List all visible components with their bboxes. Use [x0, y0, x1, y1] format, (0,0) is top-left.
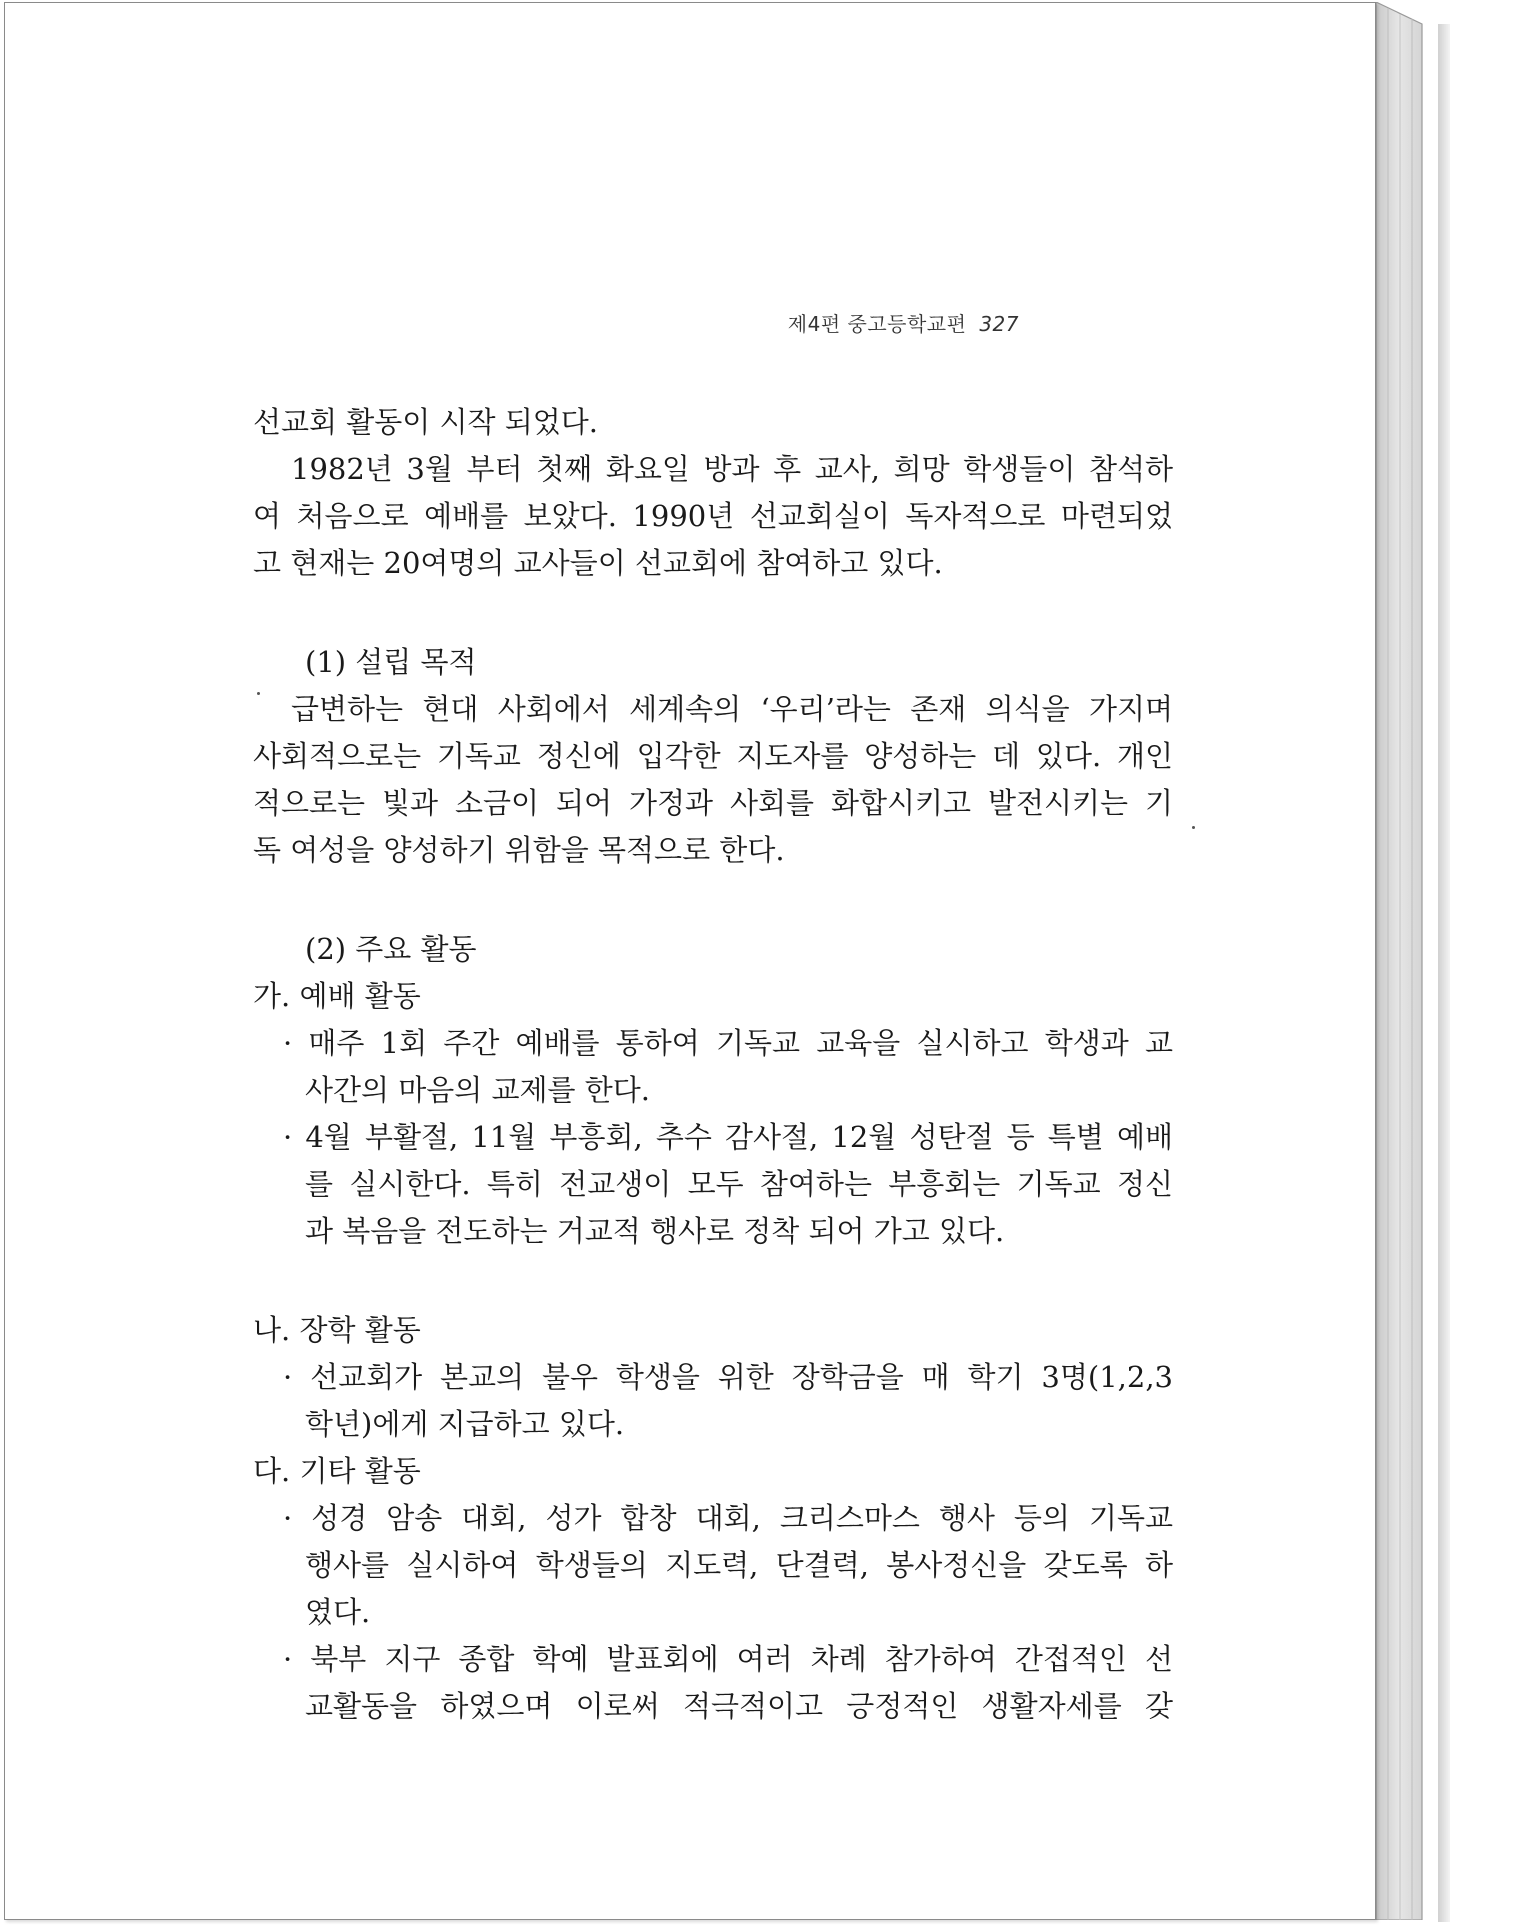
- section-title: 제4편 중고등학교편: [787, 312, 967, 336]
- bullet-line: 사간의 마음의 교제를 한다.: [305, 1073, 651, 1107]
- bullet-line: 였다.: [305, 1595, 371, 1629]
- bullet-line: · 4월 부활절, 11월 부흥회, 추수 감사절, 12월 성탄절 등 특별 예배: [283, 1120, 1173, 1154]
- book-page: [4, 2, 1376, 1920]
- paragraph-line: 여 처음으로 예배를 보았다. 1990년 선교회실이 독자적으로 마련되었: [253, 499, 1173, 533]
- paragraph-line: 급변하는 현대 사회에서 세계속의 ‘우리’라는 존재 의식을 가지며: [291, 692, 1173, 726]
- paragraph-line: 독 여성을 양성하기 위함을 목적으로 한다.: [253, 833, 785, 867]
- bullet-line: · 성경 암송 대회, 성가 합창 대회, 크리스마스 행사 등의 기독교: [283, 1501, 1173, 1535]
- page-stack-edge: [1376, 2, 1438, 1920]
- paragraph-gap: [253, 1255, 1173, 1307]
- bullet-line: 를 실시한다. 특히 전교생이 모두 참여하는 부흥회는 기독교 정신: [305, 1167, 1173, 1201]
- bullet-line: 학년)에게 지급하고 있다.: [305, 1407, 625, 1441]
- bullet-line: · 북부 지구 종합 학예 발표회에 여러 차례 참가하여 간접적인 선: [283, 1642, 1173, 1676]
- section-heading: (2) 주요 활동: [305, 932, 477, 966]
- bullet-line: 행사를 실시하여 학생들의 지도력, 단결력, 봉사정신을 갖도록 하: [305, 1548, 1173, 1582]
- paragraph-line: 선교회 활동이 시작 되었다.: [253, 405, 599, 439]
- book-shadow: [1438, 24, 1450, 1922]
- running-header: [788, 308, 1019, 337]
- paragraph-line: 고 현재는 20여명의 교사들이 선교회에 참여하고 있다.: [253, 546, 943, 580]
- page-number: 327: [979, 312, 1019, 336]
- bullet-line: · 선교회가 본교의 불우 학생을 위한 장학금을 매 학기 3명(1,2,3: [283, 1360, 1173, 1394]
- paragraph-line: 1982년 3월 부터 첫째 화요일 방과 후 교사, 희망 학생들이 참석하: [291, 452, 1173, 486]
- subsection-heading: 가. 예배 활동: [253, 979, 421, 1013]
- section-heading: (1) 설립 목적: [305, 645, 477, 679]
- bullet-line: · 매주 1회 주간 예배를 통하여 기독교 교육을 실시하고 학생과 교: [283, 1026, 1173, 1060]
- paragraph-line: 사회적으로는 기독교 정신에 입각한 지도자를 양성하는 데 있다. 개인: [253, 739, 1173, 773]
- bullet-line: 교활동을 하였으며 이로써 적극적이고 긍정적인 생활자세를 갖: [305, 1689, 1173, 1723]
- paragraph-gap: [253, 874, 1173, 926]
- paragraph-gap: [253, 587, 1173, 639]
- page-stack-graphic: [1376, 2, 1438, 1920]
- speck: [1192, 826, 1195, 829]
- body-text: [253, 399, 1173, 1730]
- paragraph-line: 적으로는 빛과 소금이 되어 가정과 사회를 화합시키고 발전시키는 기: [253, 786, 1173, 820]
- bullet-line: 과 복음을 전도하는 거교적 행사로 정착 되어 가고 있다.: [305, 1214, 1005, 1248]
- subsection-heading: 다. 기타 활동: [253, 1454, 421, 1488]
- subsection-heading: 나. 장학 활동: [253, 1313, 421, 1347]
- speck: [257, 692, 260, 695]
